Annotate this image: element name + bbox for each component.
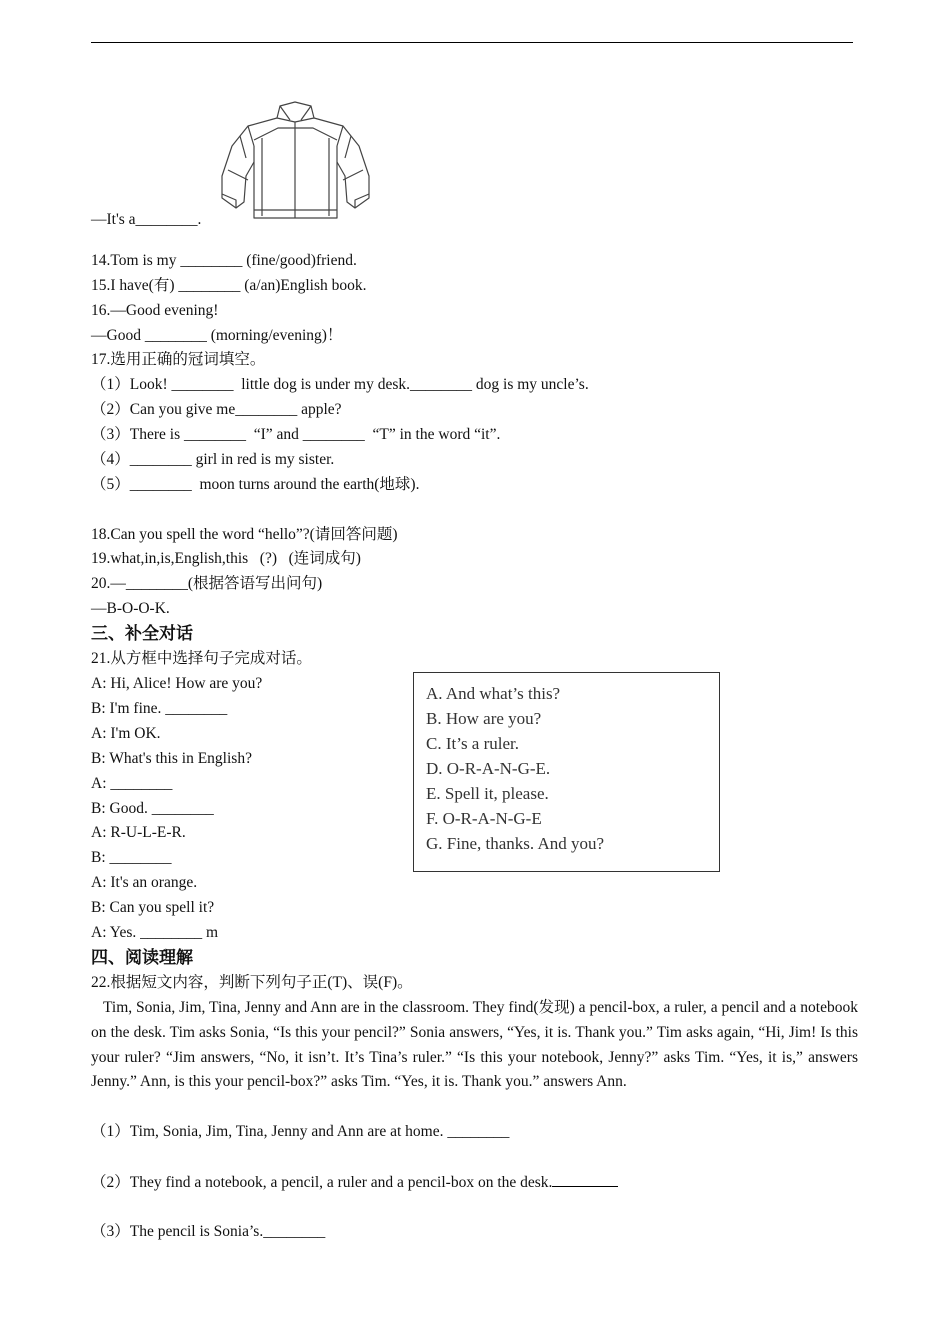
option-b: B. How are you? xyxy=(426,709,546,728)
dialogue-line-3: A: I'm OK. xyxy=(91,725,161,742)
question-22-item-3: （3）The pencil is Sonia’s.________ xyxy=(91,1223,326,1240)
dialogue-line-4: B: What's this in English? xyxy=(91,750,252,767)
reading-passage: Tim, Sonia, Jim, Tina, Jenny and Ann are in the classroom. They find(发现) a pencil-box, a ruler, a pencil and a notebook on the desk. Tim asks Sonia, “Is this your pencil?” Sonia answers, “Yes, it is. Thank you.” Tim asks again, “Hi, Jim! Is this your ruler? “Jim answers, “No, it isn’t. It’s Tina’s ruler.” “Is this your notebook, Jenny?” asks Tim. “Yes, it is,” answers Jenny.” Ann, is this your pencil-box?” asks Tim. “Yes, it is. Thank you.” answers Ann. xyxy=(91,999,858,1091)
dialogue-line-5: A: ________ xyxy=(91,775,173,792)
question-17-item-4: （4）________ girl in red is my sister. xyxy=(91,451,335,468)
question-20-answer: —B-O-O-K. xyxy=(91,600,170,617)
dialogue-line-11: A: Yes. ________ m xyxy=(91,924,219,941)
question-22-instruction: 22.根据短文内容，判断下列句子正(T)、误(F)。 xyxy=(91,974,413,991)
option-d: D. O-R-A-N-G-E. xyxy=(426,759,551,778)
q13-answer-line: —It's a________. xyxy=(91,211,202,228)
dialogue-line-6: B: Good. ________ xyxy=(91,800,214,817)
question-21-instruction: 21.从方框中选择句子完成对话。 xyxy=(91,650,312,667)
dialogue-line-2: B: I'm fine. ________ xyxy=(91,700,228,717)
dialogue-line-9: A: It's an orange. xyxy=(91,874,198,891)
question-14: 14.Tom is my ________ (fine/good)friend. xyxy=(91,252,357,269)
option-a: A. And what’s this? xyxy=(426,684,561,703)
question-22-item-1: （1）Tim, Sonia, Jim, Tina, Jenny and Ann are at home. ________ xyxy=(91,1123,510,1140)
dialogue-line-10: B: Can you spell it? xyxy=(91,899,215,916)
option-f: F. O-R-A-N-G-E xyxy=(426,809,542,828)
question-17-item-2: （2）Can you give me________ apple? xyxy=(91,401,342,418)
question-17-instruction: 17.选用正确的冠词填空。 xyxy=(91,351,266,368)
option-g: G. Fine, thanks. And you? xyxy=(426,834,605,853)
option-e: E. Spell it, please. xyxy=(426,784,549,803)
question-22-item-2-text: （2）They find a notebook, a pencil, a ruler and a pencil-box on the desk. xyxy=(91,1174,553,1191)
question-16-prompt: 16.—Good evening! xyxy=(91,302,219,319)
question-20-prompt: 20.—________(根据答语写出问句) xyxy=(91,575,323,592)
question-17-item-5: （5）________ moon turns around the earth(地球). xyxy=(91,476,420,493)
header-rule xyxy=(91,42,853,43)
section-3-heading: 三、补全对话 xyxy=(91,624,193,644)
question-19: 19.what,in,is,English,this (?) (连词成句) xyxy=(91,550,361,567)
options-box xyxy=(413,672,720,872)
question-17-item-1: （1）Look! ________ little dog is under my desk.________ dog is my uncle’s. xyxy=(91,376,589,393)
dialogue-line-1: A: Hi, Alice! How are you? xyxy=(91,675,263,692)
question-18: 18.Can you spell the word “hello”?(请回答问题) xyxy=(91,526,398,543)
question-22-item-2 xyxy=(91,1172,618,1193)
answer-blank xyxy=(552,1172,618,1187)
question-16-answer: —Good ________ (morning/evening)！ xyxy=(91,327,343,344)
option-c: C. It’s a ruler. xyxy=(426,734,520,753)
question-15: 15.I have(有) ________ (a/an)English book. xyxy=(91,277,367,294)
dialogue-line-7: A: R-U-L-E-R. xyxy=(91,824,186,841)
dialogue-line-8: B: ________ xyxy=(91,849,172,866)
question-17-item-3: （3）There is ________ “I” and ________ “T” in the word “it”. xyxy=(91,426,501,443)
jacket-image xyxy=(218,98,373,222)
section-4-heading: 四、阅读理解 xyxy=(91,948,193,968)
